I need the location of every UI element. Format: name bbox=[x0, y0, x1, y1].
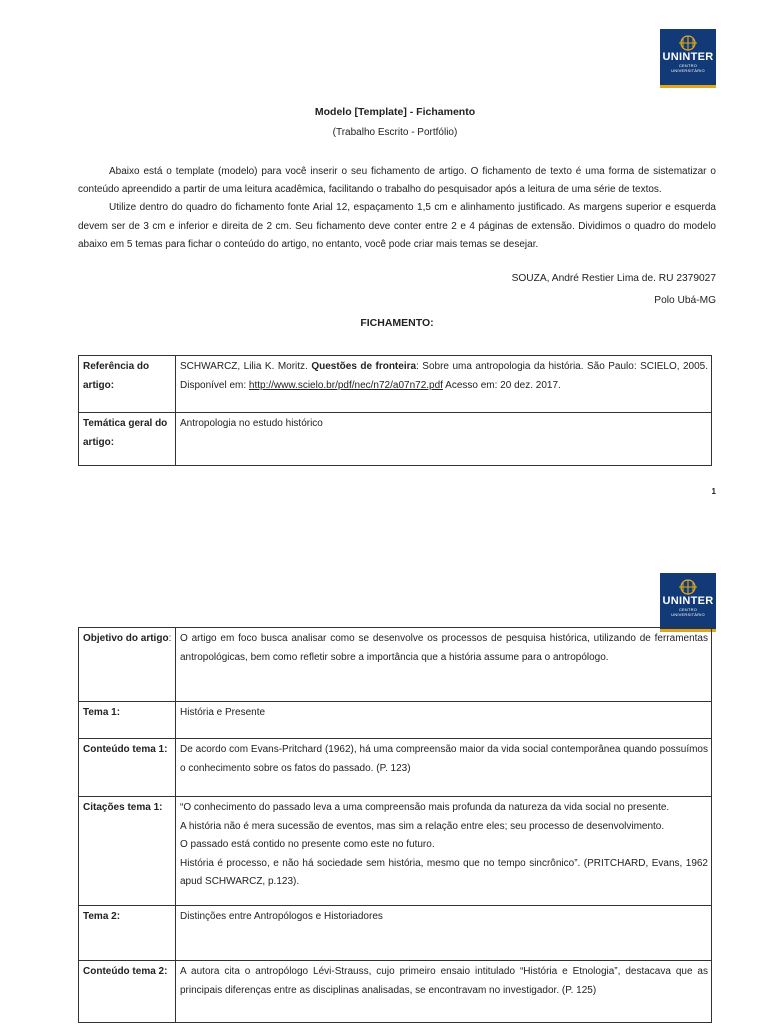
page-gap bbox=[0, 520, 768, 548]
reference-value bbox=[176, 356, 712, 413]
objetivo-label-text: Objetivo do artigo bbox=[83, 633, 169, 644]
citacoes1-value bbox=[176, 797, 712, 906]
conteudo2-value: A autora cita o antropólogo Lévi-Strauss, cujo primeiro ensaio intitulado “História e Etnologia”, destacava que as principais diferenças entre as disciplinas analisadas, se encontravam no investigador. (P. 125) bbox=[176, 961, 712, 1023]
intro-paragraph-1: Abaixo está o template (modelo) para você inserir o seu fichamento de artigo. O fichamento de texto é uma forma de sistematizar o conteúdo apreendido a partir de uma leitura acadêmica, facilitando o trabalho do pesquisador após a leitura de uma série de textos. bbox=[78, 166, 716, 196]
fichamento-table-2 bbox=[78, 627, 712, 1023]
document-page-2 bbox=[0, 548, 768, 1024]
table-row bbox=[79, 739, 712, 797]
reference-bold-title: Questões de fronteira bbox=[311, 361, 417, 372]
logo-sub-text: CENTRO bbox=[678, 63, 698, 68]
citation-line: A história não é mera sucessão de eventos, mas sim a relação entre eles; seu processo de desenvolvimento. bbox=[180, 820, 665, 832]
section-heading: FICHAMENTO: bbox=[360, 317, 434, 329]
table-row bbox=[79, 906, 712, 961]
citacoes1-label: Citações tema 1: bbox=[79, 797, 176, 906]
logo-brand-text: UNINTER bbox=[662, 595, 714, 607]
tema1-label: Tema 1: bbox=[79, 702, 176, 739]
uninter-emblem-icon bbox=[677, 35, 699, 51]
fichamento-table-1 bbox=[78, 355, 712, 466]
citation-line: “O conhecimento do passado leva a uma compreensão mais profunda da natureza da vida social no presente. bbox=[180, 802, 670, 813]
logo-brand-text: UNINTER bbox=[662, 51, 714, 63]
reference-label: Referência do artigo: bbox=[79, 356, 176, 413]
uninter-logo bbox=[660, 29, 716, 88]
objetivo-label bbox=[79, 628, 176, 702]
document-title: Modelo [Template] - Fichamento bbox=[314, 106, 476, 118]
tema2-value: Distinções entre Antropólogos e Historiadores bbox=[176, 906, 712, 961]
table-row bbox=[79, 413, 712, 466]
logo-sub-text-2: UNIVERSITÁRIO bbox=[671, 612, 705, 617]
uninter-logo bbox=[660, 573, 716, 632]
tema1-value: História e Presente bbox=[176, 702, 712, 739]
objetivo-value: O artigo em foco busca analisar como se desenvolve os processos de pesquisa histórica, utilizando de ferramentas antropológicas, bem como refletir sobre a importância que a história assume para o antropólogo. bbox=[176, 628, 712, 702]
conteudo1-value: De acordo com Evans-Pritchard (1962), há uma compreensão maior da vida social contemporânea quando possuímos o conhecimento sobre os fatos do passado. (P. 123) bbox=[176, 739, 712, 797]
table-row bbox=[79, 628, 712, 702]
table-row bbox=[79, 961, 712, 1023]
document-subtitle: (Trabalho Escrito - Portfólio) bbox=[332, 127, 458, 138]
table-row bbox=[79, 356, 712, 413]
tematica-value: Antropologia no estudo histórico bbox=[176, 413, 712, 466]
reference-text-part-3: Acesso em: 20 dez. 2017. bbox=[442, 379, 561, 391]
intro-paragraph-2: Utilize dentro do quadro do fichamento fonte Arial 12, espaçamento 1,5 cm e alinhamento justificado. As margens superior e esquerda devem ser de 3 cm e inferior e direita de 2 cm. Seu fichamento deve conter entre 2 e 4 páginas de extensão. Dividimos o quadro do modelo abaixo em 5 temas para fichar o conteúdo do artigo, no entanto, você pode criar mais temas se desejar. bbox=[78, 202, 716, 250]
polo-line: Polo Ubá-MG bbox=[654, 295, 716, 306]
reference-text-part-1: SCHWARCZ, Lilia K. Moritz. bbox=[180, 361, 312, 372]
tematica-label: Temática geral do artigo: bbox=[79, 413, 176, 466]
conteudo1-label: Conteúdo tema 1: bbox=[79, 739, 176, 797]
citation-line: O passado está contido no presente como este no futuro. bbox=[180, 839, 435, 850]
objetivo-label-colon: : bbox=[168, 633, 172, 644]
table-row bbox=[79, 702, 712, 739]
page-number: 1 bbox=[711, 487, 716, 496]
tema2-label: Tema 2: bbox=[79, 906, 176, 961]
table-row bbox=[79, 797, 712, 906]
conteudo2-label: Conteúdo tema 2: bbox=[79, 961, 176, 1023]
author-line: SOUZA, André Restier Lima de. RU 2379027 bbox=[511, 273, 716, 284]
reference-link[interactable]: http://www.scielo.br/pdf/nec/n72/a07n72.pdf bbox=[248, 379, 443, 391]
logo-sub-text-2: UNIVERSITÁRIO bbox=[671, 68, 705, 73]
reference-text-part-2: : Sobre uma antropologia da história. São Paulo: SCIELO, 2005. Disponível em: bbox=[180, 361, 709, 391]
uninter-emblem-icon bbox=[677, 579, 699, 595]
intro-text bbox=[78, 163, 716, 254]
logo-sub-text: CENTRO bbox=[678, 607, 698, 612]
citation-line: História é processo, e não há sociedade sem história, mesmo que no tempo sincrônico”. (PRITCHARD, Evans, 1962 apud SCHWARCZ, p.123). bbox=[180, 857, 708, 887]
